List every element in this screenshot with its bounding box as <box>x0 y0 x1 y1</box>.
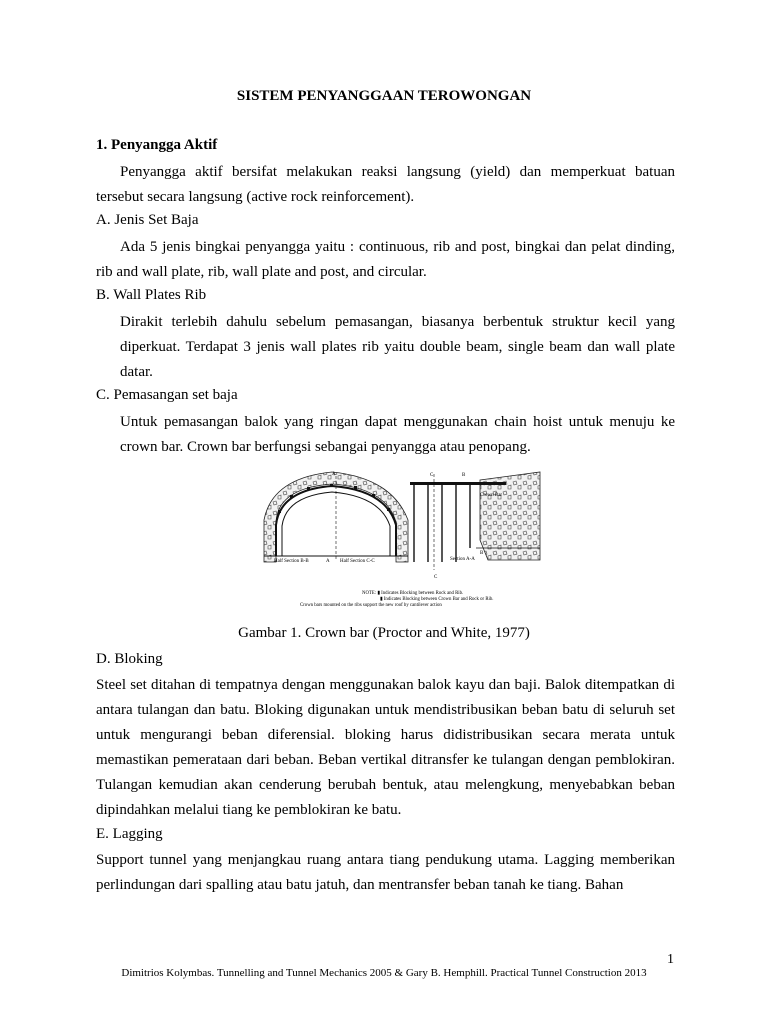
label-half-section-cc: Half Section C-C <box>340 559 375 564</box>
subsection-heading-d: D. Bloking <box>96 651 163 667</box>
subsection-text-d: Steel set ditahan di tempatnya dengan menggunakan balok kayu dan baji. Balok ditempatkan di antara tulangan dan batu. Bloking digunakan untuk mendistribusikan beban batu di seluruh set untuk mengurangi beban diferensial. bloking harus didistribusikan secara merata untuk memastikan pemerataan dari beban. Beban vertikal ditransfer ke tulangan dengan pemblokiran. Tulangan kemudian akan cenderung berubah bentuk, atau melengkung, menyebabkan beban dipindahkan melalui tiang ke pemblokiran ke batu. <box>96 677 675 818</box>
subsection-text-a: Ada 5 jenis bingkai penyangga yaitu : continuous, rib and post, bingkai dan pelat dinding, rib and wall plate, rib, wall plate and post, and circular. <box>96 239 675 280</box>
subsection-heading-b: B. Wall Plates Rib <box>96 287 207 303</box>
rock-face-right <box>480 472 540 560</box>
posts <box>414 485 470 562</box>
page-footer: Dimitrios Kolymbas. Tunnelling and Tunnel Mechanics 2005 & Gary B. Hemphill. Practical Tunnel Construction 2013 <box>121 967 647 979</box>
label-a-top: A <box>332 472 336 477</box>
figure-note-3: Crown bars mounted on the ribs support the new roof by cantilever action <box>300 603 442 608</box>
label-c-bottom: C <box>434 575 438 580</box>
subsection-text-e: Support tunnel yang menjangkau ruang antara tiang pendukung utama. Lagging memberikan perlindungan dari spalling atau batu jatuh, dan mentransfer beban tanah ke tiang. Bahan <box>96 852 675 893</box>
subsection-heading-e: E. Lagging <box>96 826 163 842</box>
crown-bar-beam <box>410 482 506 485</box>
subsection-heading-c: C. Pemasangan set baja <box>96 387 238 403</box>
label-crown-bar: Crown Bar <box>480 493 503 498</box>
label-c-top: C <box>430 473 434 478</box>
subsection-text-c: Untuk pemasangan balok yang ringan dapat menggunakan chain hoist untuk menuju ke crown bar. Crown bar berfungsi sebangai penyangga atau penopang. <box>120 414 675 455</box>
subsection-text-b: Dirakit terlebih dahulu sebelum pemasangan, biasanya berbentuk struktur kecil yang diperkuat. Terdapat 3 jenis wall plates rib yaitu double beam, single beam dan wall plate datar. <box>120 314 675 380</box>
page-number: 1 <box>667 952 674 967</box>
figure-caption: Gambar 1. Crown bar (Proctor and White, 1977) <box>238 625 530 641</box>
label-b-mid: B <box>480 551 484 556</box>
page-title: SISTEM PENYANGGAAN TEROWONGAN <box>236 88 532 104</box>
crown-bar-figure <box>262 470 542 620</box>
subsection-heading-a: A. Jenis Set Baja <box>96 212 199 228</box>
section-heading-penyangga-aktif: 1. Penyangga Aktif <box>96 137 218 153</box>
label-half-section-bb: Half Section B-B <box>274 559 309 564</box>
label-section-aa: Section A-A <box>450 557 475 562</box>
label-b-top: B <box>462 473 466 478</box>
label-a-bottom: A <box>326 559 330 564</box>
rock-mass-right <box>412 500 476 560</box>
figure-note-1: NOTE: ▮ Indicates Blocking between Rock and Rib. <box>362 591 464 596</box>
figure-note-2: ▮ Indicates Blocking between Crown Bar and Rock or Rib. <box>380 597 494 602</box>
section-paragraph-penyangga-aktif: Penyangga aktif bersifat melakukan reaksi langsung (yield) dan memperkuat batuan tersebut secara langsung (active rock reinforcement). <box>96 164 675 205</box>
